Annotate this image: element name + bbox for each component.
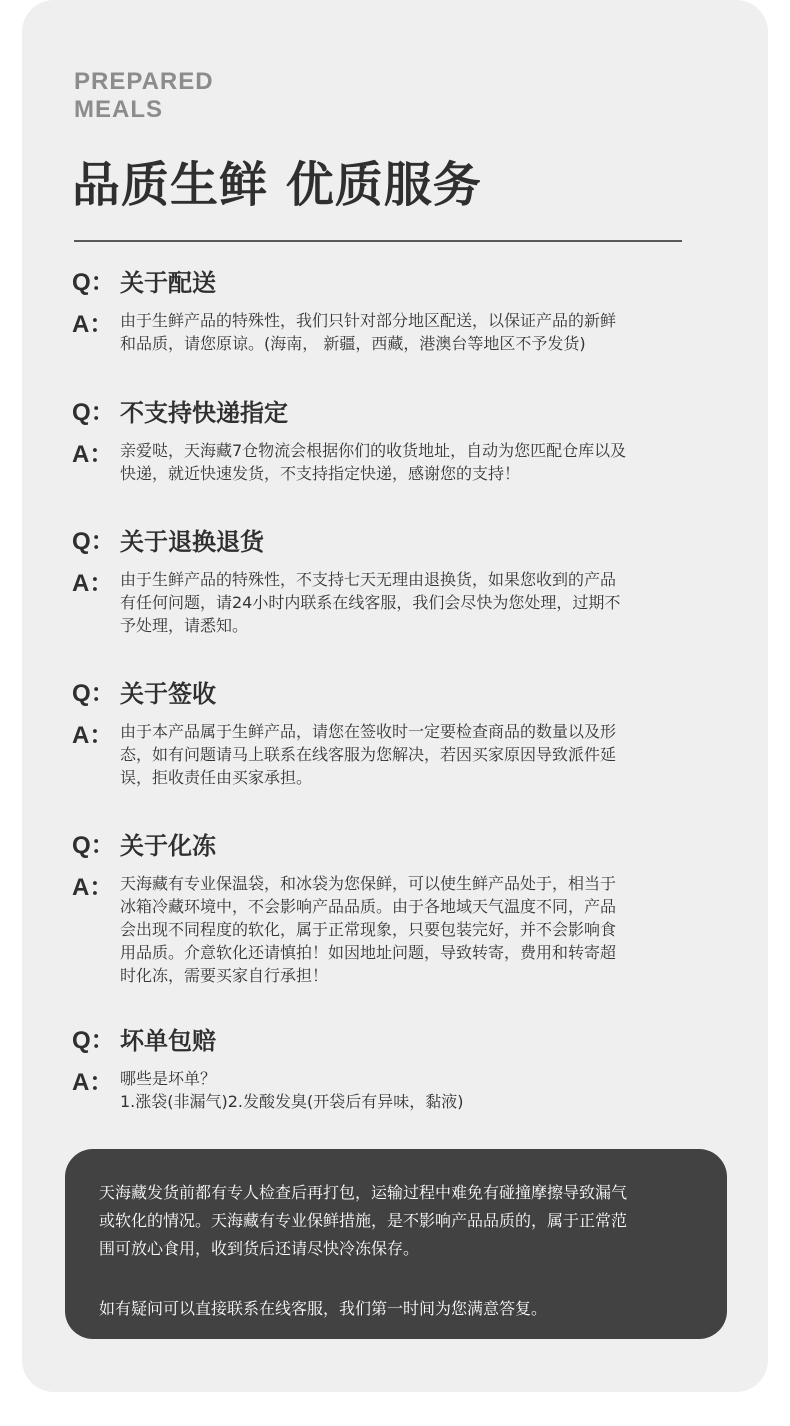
shipping-note-box — [65, 1149, 727, 1339]
answer-line: 予处理，请悉知。 — [120, 616, 249, 635]
answer-row — [72, 1066, 702, 1113]
answer-line: 1.涨袋(非漏气)2.发酸发臭(开袋后有异味，黏液) — [120, 1092, 464, 1111]
answer-line: 亲爱哒，天海藏7仓物流会根据你们的收货地址，自动为您匹配仓库以及 — [120, 441, 627, 460]
eyebrow-line: PREPARED — [74, 68, 214, 95]
answer-row — [72, 438, 702, 485]
note-line: 围可放心食用，收到货后还请尽快冷冻保存。 — [99, 1239, 420, 1258]
answer-text — [120, 308, 702, 355]
question-row — [72, 677, 702, 711]
answer-row — [72, 871, 702, 987]
note-line: 或软化的情况。天海藏有专业保鲜措施，是不影响产品品质的，属于正常范 — [99, 1211, 628, 1230]
question-row — [72, 396, 702, 430]
eyebrow-line: MEALS — [74, 96, 163, 123]
note-contact-line: 如有疑问可以直接联系在线客服，我们第一时间为您满意答复。 — [99, 1299, 548, 1318]
answer-line: 会出现不同程度的软化，属于正常现象，只要包装完好，并不会影响食 — [120, 920, 617, 939]
answer-marker: A： — [72, 570, 114, 597]
answer-text — [120, 567, 702, 637]
note-spacer — [99, 1263, 693, 1295]
answer-line: 态，如有问题请马上联系在线客服为您解决，若因买家原因导致派件延 — [120, 745, 617, 764]
answer-row — [72, 719, 702, 789]
faq-item-courier — [72, 396, 702, 485]
answer-marker: A： — [72, 441, 114, 468]
question-row — [72, 829, 702, 863]
answer-marker: A： — [72, 1069, 114, 1096]
faq-card — [22, 0, 768, 1392]
faq-item-returns — [72, 525, 702, 637]
answer-row — [72, 308, 702, 355]
question-row — [72, 525, 702, 559]
question-text: 不支持快递指定 — [120, 399, 288, 427]
question-marker: Q： — [72, 528, 115, 555]
question-row — [72, 1024, 702, 1058]
faq-item-signing — [72, 677, 702, 789]
answer-line: 用品质。介意软化还请慎拍！如因地址问题，导致转寄，费用和转寄超 — [120, 943, 617, 962]
question-text: 坏单包赔 — [120, 1027, 216, 1055]
note-line: 天海藏发货前都有专人检查后再打包，运输过程中难免有碰撞摩擦导致漏气 — [99, 1183, 628, 1202]
question-marker: Q： — [72, 399, 115, 426]
question-marker: Q： — [72, 269, 115, 296]
question-text: 关于签收 — [120, 680, 216, 708]
answer-line: 冰箱冷藏环境中，不会影响产品品质。由于各地域天气温度不同，产品 — [120, 897, 617, 916]
answer-row — [72, 567, 702, 637]
answer-text — [120, 1066, 702, 1113]
question-text: 关于退换退货 — [120, 528, 264, 556]
answer-marker: A： — [72, 722, 114, 749]
question-marker: Q： — [72, 680, 115, 707]
answer-line: 误，拒收责任由买家承担。 — [120, 768, 313, 787]
answer-line: 时化冻，需要买家自行承担！ — [120, 966, 329, 985]
faq-item-damage-compensation — [72, 1024, 702, 1113]
answer-line: 由于生鲜产品的特殊性，不支持七天无理由退换货，如果您收到的产品 — [120, 570, 617, 589]
answer-line: 由于本产品属于生鲜产品，请您在签收时一定要检查商品的数量以及形 — [120, 722, 617, 741]
eyebrow-label — [74, 68, 214, 124]
question-text: 关于配送 — [120, 269, 216, 297]
answer-line: 和品质，请您原谅。(海南， 新疆，西藏，港澳台等地区不予发货) — [120, 334, 586, 353]
divider — [74, 240, 682, 242]
answer-text — [120, 719, 702, 789]
answer-line: 由于生鲜产品的特殊性，我们只针对部分地区配送，以保证产品的新鲜 — [120, 311, 617, 330]
answer-text — [120, 871, 702, 987]
question-row — [72, 266, 702, 300]
answer-line: 哪些是坏单？ — [120, 1069, 217, 1088]
answer-line: 天海藏有专业保温袋，和冰袋为您保鲜，可以使生鲜产品处于，相当于 — [120, 874, 617, 893]
answer-text — [120, 438, 702, 485]
question-marker: Q： — [72, 1027, 115, 1054]
answer-marker: A： — [72, 311, 114, 338]
page-title: 品质生鲜 优质服务 — [72, 157, 482, 213]
faq-item-delivery — [72, 266, 702, 355]
answer-marker: A： — [72, 874, 114, 901]
answer-line: 有任何问题，请24小时内联系在线客服，我们会尽快为您处理，过期不 — [120, 593, 621, 612]
answer-line: 快递，就近快速发货，不支持指定快递，感谢您的支持！ — [120, 464, 521, 483]
faq-item-thawing — [72, 829, 702, 987]
question-text: 关于化冻 — [120, 832, 216, 860]
question-marker: Q： — [72, 832, 115, 859]
